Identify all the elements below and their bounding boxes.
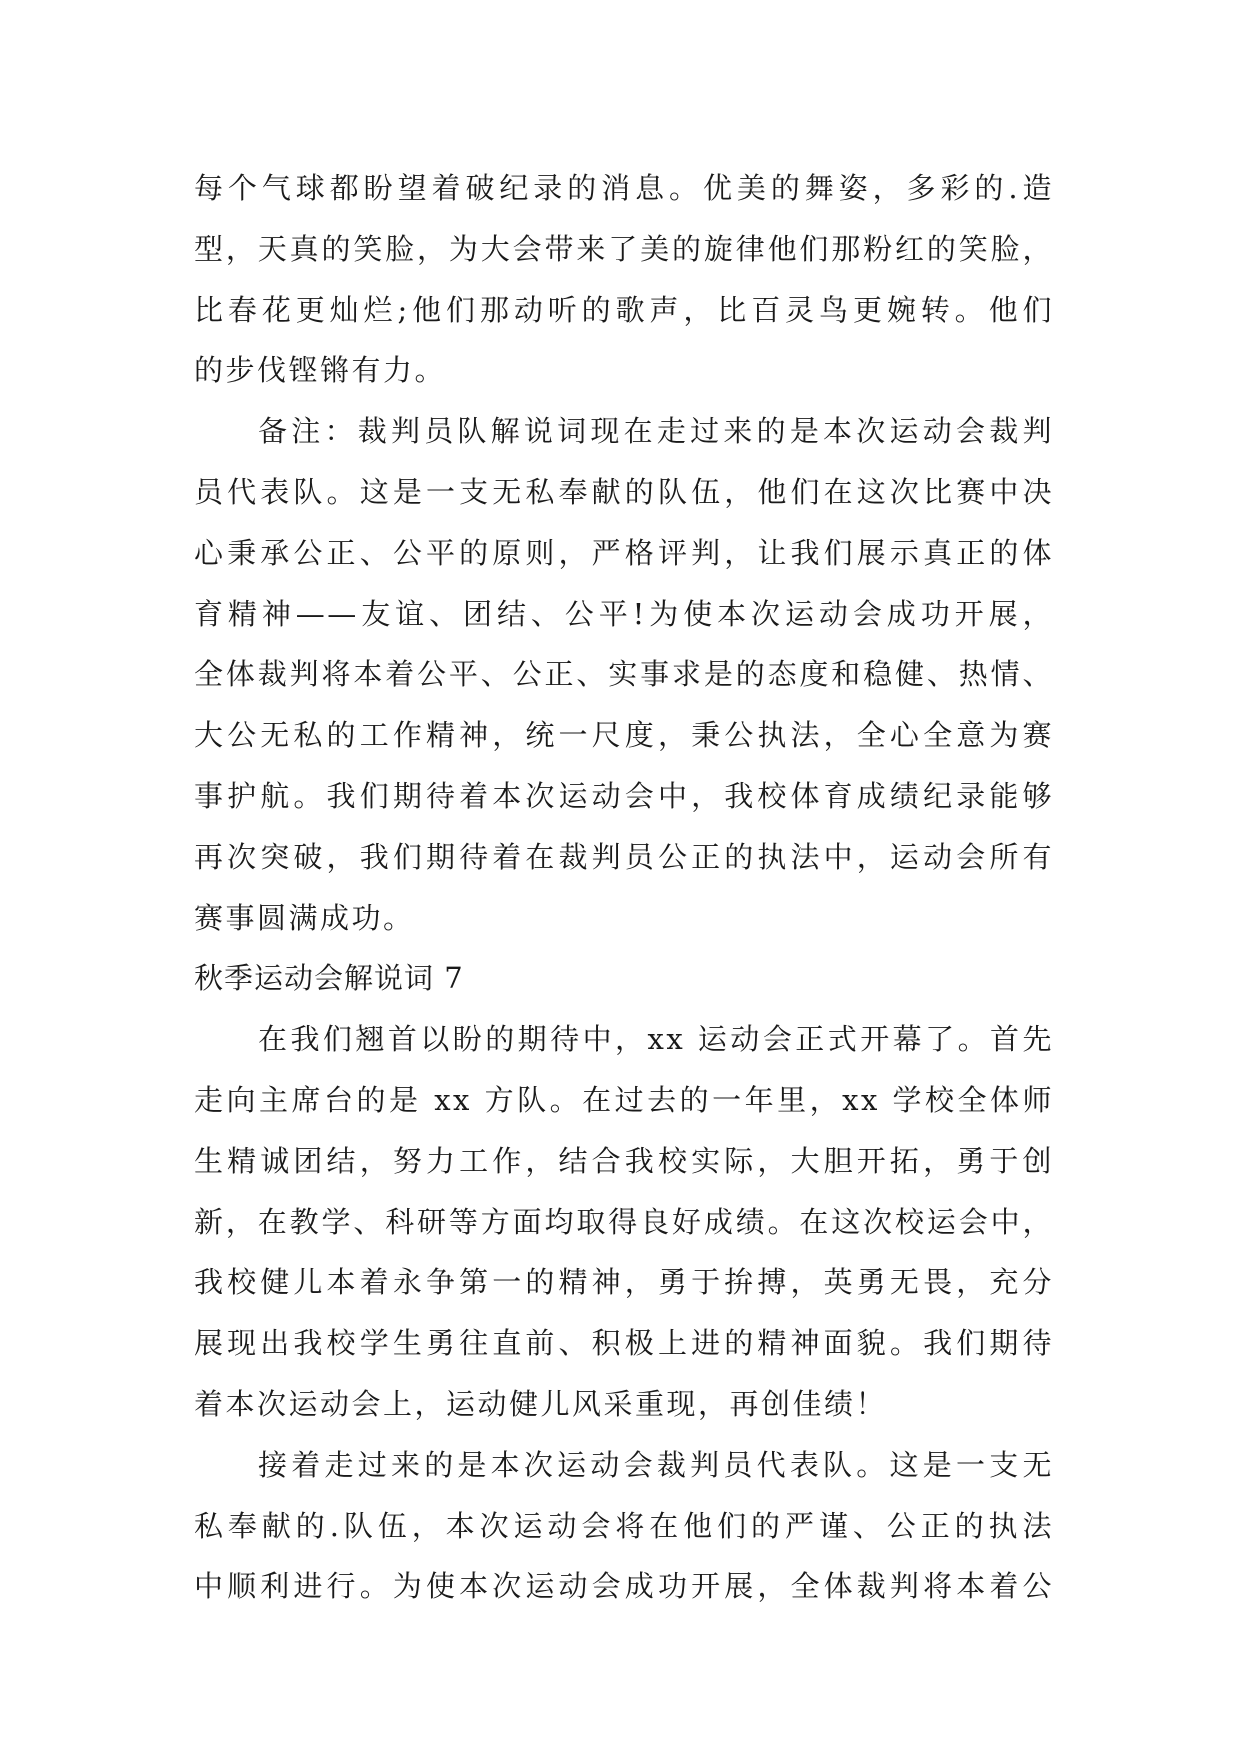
text-line: 生精诚团结，努力工作，结合我校实际，大胆开拓，勇于创 — [194, 1143, 1054, 1178]
text-line: 再次突破，我们期待着在裁判员公正的执法中，运动会所有 — [194, 839, 1054, 874]
document-page — [194, 158, 1054, 1617]
text-line: 比春花更灿烂;他们那动听的歌声，比百灵鸟更婉转。他们 — [194, 292, 1054, 327]
text-line: 型，天真的笑脸，为大会带来了美的旋律他们那粉红的笑脸， — [194, 231, 1054, 266]
text-line: 心秉承公正、公平的原则，严格评判，让我们展示真正的体 — [194, 535, 1054, 570]
section-heading: 秋季运动会解说词 7 — [194, 961, 464, 996]
text-line: 的步伐铿锵有力。 — [194, 353, 447, 388]
text-line: 每个气球都盼望着破纪录的消息。优美的舞姿，多彩的.造 — [194, 171, 1054, 205]
text-line: 育精神——友谊、团结、公平!为使本次运动会成功开展， — [194, 596, 1054, 631]
text-line: 全体裁判将本着公平、公正、实事求是的态度和稳健、热情、 — [194, 657, 1054, 692]
text-line: 在我们翘首以盼的期待中，xx 运动会正式开幕了。首先 — [258, 1022, 1054, 1057]
text-line: 私奉献的.队伍，本次运动会将在他们的严谨、公正的执法 — [194, 1508, 1054, 1543]
text-line: 中顺利进行。为使本次运动会成功开展，全体裁判将本着公 — [194, 1569, 1054, 1604]
text-line: 展现出我校学生勇往直前、积极上进的精神面貌。我们期待 — [194, 1326, 1054, 1361]
text-line: 赛事圆满成功。 — [194, 900, 415, 935]
text-line: 事护航。我们期待着本次运动会中，我校体育成绩纪录能够 — [194, 778, 1054, 813]
text-line: 着本次运动会上，运动健儿风采重现，再创佳绩！ — [194, 1386, 888, 1421]
text-line: 我校健儿本着永争第一的精神，勇于拚搏，英勇无畏，充分 — [194, 1265, 1054, 1300]
text-line: 备注：裁判员队解说词现在走过来的是本次运动会裁判 — [258, 414, 1054, 449]
text-line: 接着走过来的是本次运动会裁判员代表队。这是一支无 — [258, 1447, 1054, 1482]
text-line: 员代表队。这是一支无私奉献的队伍，他们在这次比赛中决 — [194, 474, 1054, 509]
text-line: 大公无私的工作精神，统一尺度，秉公执法，全心全意为赛 — [194, 718, 1054, 753]
text-line: 走向主席台的是 xx 方队。在过去的一年里，xx 学校全体师 — [194, 1082, 1054, 1117]
text-line: 新，在教学、科研等方面均取得良好成绩。在这次校运会中， — [194, 1204, 1054, 1239]
